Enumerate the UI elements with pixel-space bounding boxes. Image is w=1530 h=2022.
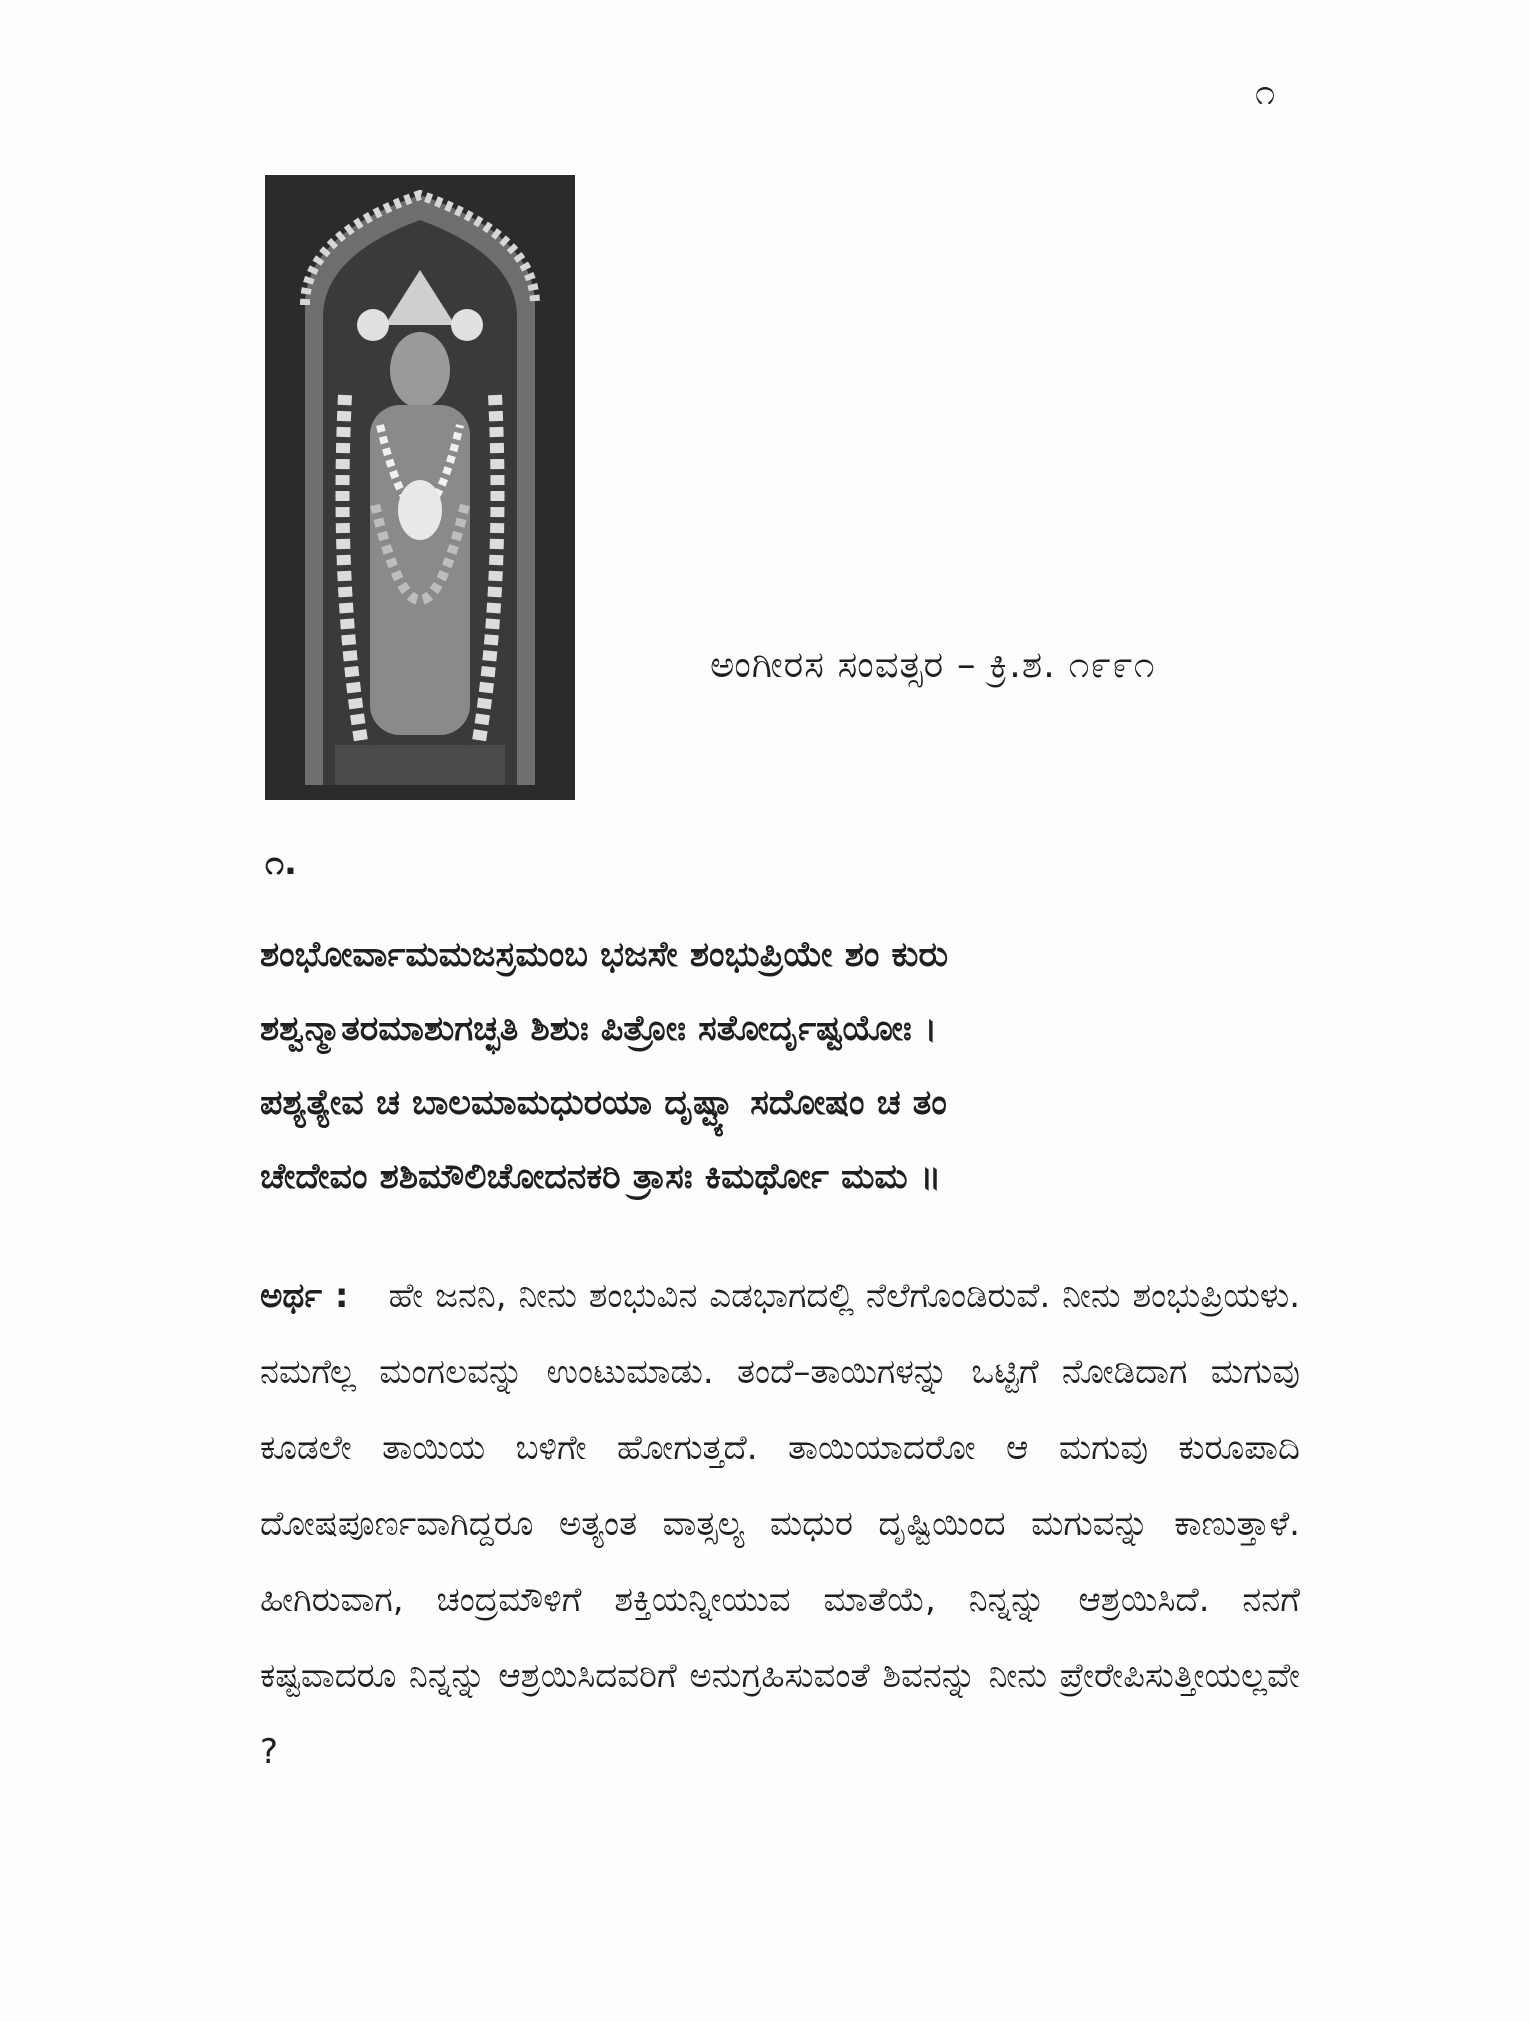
verse-line: ಶಂಭೋರ್ವಾಮಮಜಸ್ರಮಂಬ ಭಜಸೇ ಶಂಭುಪ್ರಿಯೇ ಶಂ ಕುರು bbox=[260, 935, 949, 975]
verse-line: ಚೇದೇವಂ ಶಶಿಮೌಲಿಚೋದನಕರಿ ತ್ರಾಸಃ ಕಿಮರ್ಥೋ ಮಮ ॥ bbox=[260, 1157, 942, 1197]
deity-idol-image bbox=[265, 175, 575, 800]
page-number: ೧ bbox=[1255, 72, 1276, 113]
verse-line: ಶಶ್ವನ್ಮಾತರಮಾಶುಗಚ್ಛತಿ ಶಿಶುಃ ಪಿತ್ರೋಃ ಸತೋರ್ದೃಷ್ಟಯೋಃ । bbox=[260, 1009, 938, 1049]
meaning-text: ಹೇ ಜನನಿ, ನೀನು ಶಂಭುವಿನ ಎಡಭಾಗದಲ್ಲಿ ನೆಲೆಗೊಂಡಿರುವೆ. ನೀನು ಶಂಭುಪ್ರಿಯಳು. ನಮಗೆಲ್ಲ ಮಂಗಲವನ್ನು ಉಂಟುಮಾಡು. ತಂದೆ–ತಾಯಿಗಳನ್ನು ಒಟ್ಟಿಗೆ ನೋಡಿದಾಗ ಮಗುವು ಕೂಡಲೇ ತಾಯಿಯ ಬಳಿಗೇ ಹೋಗುತ್ತದೆ. ತಾಯಿಯಾದರೋ ಆ ಮಗುವು ಕುರೂಪಾದಿ ದೋಷಪೂರ್ಣವಾಗಿದ್ದರೂ ಅತ್ಯಂತ ವಾತ್ಸಲ್ಯ ಮಧುರ ದೃಷ್ಟಿಯಿಂದ ಮಗುವನ್ನು ಕಾಣುತ್ತಾಳೆ. ಹೀಗಿರುವಾಗ, ಚಂದ್ರಮೌಳಿಗೆ ಶಕ್ತಿಯನ್ನೀಯುವ ಮಾತೆಯೆ, ನಿನ್ನನ್ನು ಆಶ್ರಯಿಸಿದೆ. ನನಗೆ ಕಷ್ಟವಾದರೂ ನಿನ್ನನ್ನು ಆಶ್ರಯಿಸಿದವರಿಗೆ ಅನುಗ್ರಹಿಸುವಂತೆ ಶಿವನನ್ನು ನೀನು ಪ್ರೇರೇಪಿಸುತ್ತೀಯಲ್ಲವೇ ? bbox=[260, 1276, 1300, 1772]
deity-photo bbox=[265, 175, 575, 800]
sanskrit-verse bbox=[260, 918, 1300, 1214]
verse-line: ಪಶ್ಯತ್ಯೇವ ಚ ಬಾಲಮಾಮಧುರಯಾ ದೃಷ್ಟ್ಯಾ ಸದೋಷಂ ಚ ತಂ bbox=[260, 1083, 947, 1123]
verse-number: ೧. bbox=[265, 843, 297, 883]
meaning-paragraph bbox=[260, 1258, 1300, 1790]
year-heading: ಅಂಗೀರಸ ಸಂವತ್ಸರ – ಕ್ರಿ.ಶ. ೧೯೯೧ bbox=[710, 643, 1156, 686]
meaning-label: ಅರ್ಥ : bbox=[260, 1276, 349, 1316]
